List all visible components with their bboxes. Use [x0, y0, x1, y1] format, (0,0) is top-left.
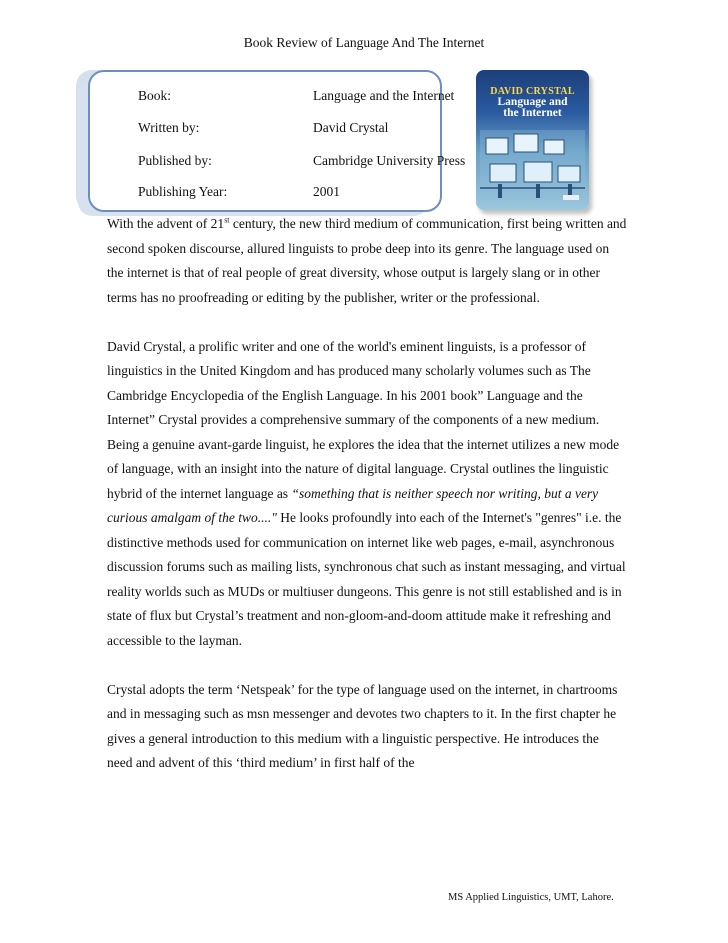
- info-label: Written by:: [138, 120, 200, 135]
- info-value: David Crystal: [313, 120, 389, 135]
- cover-title-line: the Internet: [503, 107, 562, 119]
- book-cover-image: [476, 70, 589, 210]
- paragraph-2: [107, 335, 627, 654]
- info-value: 2001: [313, 184, 340, 199]
- paragraph-3: Crystal adopts the term ‘Netspeak’ for the type of language used on the internet, in chartrooms and in messaging such as msn messenger and devotes two chapters to it. In the first chapter he gives a general introduction to this medium with a linguistic perspective. He introduces the need and advent of this ‘third medium’ in first half of the: [107, 681, 618, 770]
- italic-quote: “something that is neither speech nor writing, but a very curious amalgam of the two....": [107, 485, 599, 525]
- info-label: Published by:: [138, 153, 212, 168]
- cover-author: DAVID CRYSTAL: [490, 86, 575, 97]
- info-value: Cambridge University Press: [313, 153, 466, 168]
- paragraph-1: [107, 212, 627, 310]
- info-value: Language and the Internet: [313, 88, 455, 103]
- page-footer: MS Applied Linguistics, UMT, Lahore.: [448, 892, 614, 903]
- info-label: Book:: [138, 88, 172, 103]
- cover-illustration: [480, 130, 585, 200]
- text-run: century, the new third medium of communication, first being written and second spoken discourse, allured linguists to probe deep into its genre. The language used on the internet is that of real people of great diversity, whose output is largely slang or in other terms has no proofreading or editing by the publisher, writer or the professional.: [107, 216, 627, 305]
- cover-title: [476, 97, 589, 119]
- review-body: [107, 212, 627, 800]
- superscript: st: [224, 215, 230, 225]
- text-run: With the advent of 21: [107, 216, 225, 231]
- publisher-logo: [563, 195, 579, 200]
- book-info-box: [88, 70, 466, 212]
- cover-title-line: Language and: [497, 96, 568, 108]
- text-run: David Crystal, a prolific writer and one of the world's eminent linguists, is a professor of linguistics in the United Kingdom and has produced many scholarly volumes such as The Cambridge Encyclopedia of the English Language. In his 2001 book” Language and the Internet” Crystal provides a comprehensive summary of the components of a new medium. Being a genuine avant-garde linguist, he explores the idea that the internet utilizes a new mode of language, with an insight into the nature of digital language. Crystal outlines the linguistic hybrid of the internet language as: [107, 338, 620, 501]
- page-header: Book Review of Language And The Internet: [243, 35, 485, 50]
- text-run: He looks profoundly into each of the Internet's "genres" i.e. the distinctive methods used for communication on internet like web pages, e-mail, asynchronous discussion forums such as mailing lists, synchronous chat such as instant messaging, and virtual reality worlds such as MUDs or multiuser dungeons. This genre is not still established and is in state of flux but Crystal’s treatment and non-gloom-and-doom attitude make it refreshing and accessible to the layman.: [107, 510, 626, 648]
- info-label: Publishing Year:: [138, 184, 228, 199]
